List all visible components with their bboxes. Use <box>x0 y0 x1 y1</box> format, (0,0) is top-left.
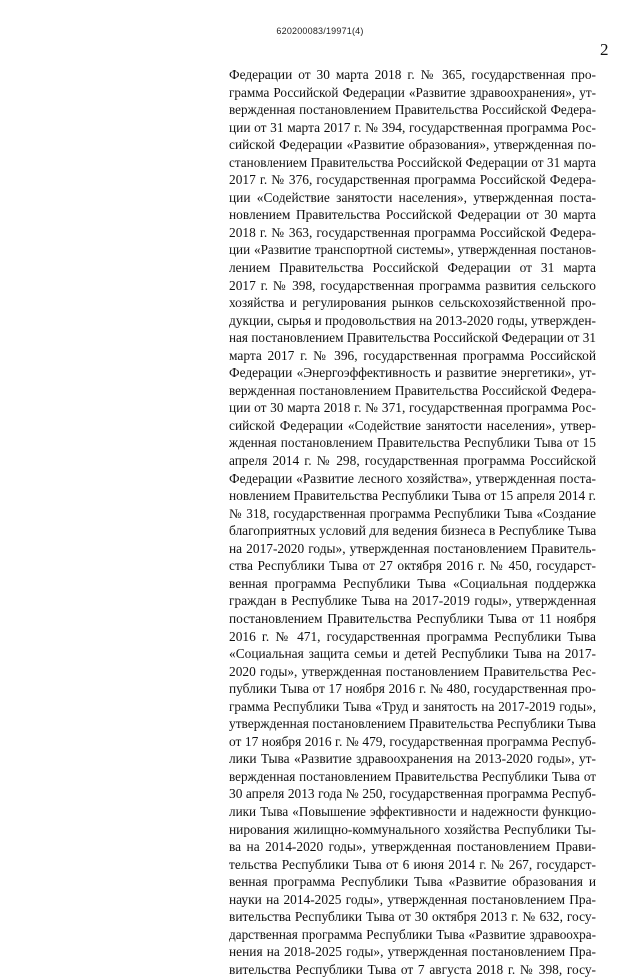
text-line: постановлением Правительства Республики Тыва от 11 ноября <box>229 610 596 626</box>
text-line: лением Правительства Российской Федерации от 31 марта <box>229 260 596 276</box>
text-line: венная программа Республики Тыва «Развитие образования и <box>229 874 596 890</box>
text-line: на 2017-2020 годы», утвержденная постановлением Правитель- <box>229 540 596 556</box>
text-line: вительства Республики Тыва от 30 октября 2013 г. № 632, госу- <box>229 909 596 925</box>
text-line: марта 2017 г. № 396, государственная программа Российской <box>229 347 596 363</box>
text-line: апреля 2014 г. № 298, государственная программа Российской <box>229 453 596 469</box>
text-line: тельства Республики Тыва от 6 июня 2014 г. № 267, государст- <box>229 856 596 872</box>
text-line: венная программа Республики Тыва «Социальная поддержка <box>229 575 596 591</box>
text-line: вержденная постановлением Правительства Республики Тыва от <box>229 768 596 784</box>
text-line: науки на 2014-2025 годы», утвержденная постановлением Пра- <box>229 891 596 907</box>
text-line: от 17 ноября 2016 г. № 479, государственная программа Респуб- <box>229 733 596 749</box>
text-line: вержденная постановлением Правительства Российской Федера- <box>229 102 596 118</box>
text-line: новлением Правительства Республики Тыва от 15 апреля 2014 г. <box>229 488 596 504</box>
text-line: «Социальная защита семьи и детей Республики Тыва на 2017- <box>229 646 596 662</box>
text-line: 2020 годы», утвержденная постановлением Правительства Рес- <box>229 663 596 679</box>
text-line: дукции, сырья и продовольствия на 2013-2020 годы, утвержден- <box>229 312 596 328</box>
text-line: 2017 г. № 398, государственная программа развития сельского <box>229 277 596 293</box>
text-line: благоприятных условий для ведения бизнеса в Республике Тыва <box>229 523 596 539</box>
text-line: ции от 30 марта 2018 г. № 371, государственная программа Рос- <box>229 400 596 416</box>
text-line: утвержденная постановлением Правительства Республики Тыва <box>229 716 596 732</box>
text-line: публики Тыва от 17 ноября 2016 г. № 480, государственная про- <box>229 681 596 697</box>
text-line: ства Республики Тыва от 27 октября 2016 г. № 450, государст- <box>229 558 596 574</box>
text-line: вержденная постановлением Правительства Российской Федера- <box>229 382 596 398</box>
text-line: новлением Правительства Российской Федерации от 30 марта <box>229 207 596 223</box>
text-line: граждан в Республике Тыва на 2017-2019 годы», утвержденная <box>229 593 596 609</box>
text-line: грамма Российской Федерации «Развитие здравоохранения», ут- <box>229 84 596 100</box>
text-line: Федерации от 30 марта 2018 г. № 365, государственная про- <box>229 67 596 82</box>
body-text <box>229 66 596 978</box>
text-line: 30 апреля 2013 года № 250, государственная программа Респуб- <box>229 786 596 802</box>
text-line: грамма Республики Тыва «Труд и занятость на 2017-2019 годы», <box>229 698 596 714</box>
text-line: ции «Содействие занятости населения», утвержденная поста- <box>229 189 596 205</box>
text-line: ная постановлением Правительства Российской Федерации от 31 <box>229 330 596 346</box>
text-line: 2017 г. № 376, государственная программа Российской Федера- <box>229 172 596 188</box>
text-line: ции «Развитие транспортной системы», утвержденная постанов- <box>229 242 596 258</box>
text-line: лики Тыва «Повышение эффективности и надежности функцио- <box>229 803 596 819</box>
text-line: Федерации «Развитие лесного хозяйства», утвержденная поста- <box>229 470 596 486</box>
text-line: ва на 2014-2020 годы», утвержденная постановлением Прави- <box>229 839 596 855</box>
page-number: 2 <box>600 40 609 59</box>
text-line: Федерации «Энергоэффективность и развитие энергетики», ут- <box>229 365 596 381</box>
text-line: 2018 г. № 363, государственная программа Российской Федера- <box>229 224 596 240</box>
text-line: нирования жилищно-коммунального хозяйства Республики Ты- <box>229 821 596 837</box>
text-line: 2016 г. № 471, государственная программа Республики Тыва <box>229 628 596 644</box>
text-line: становлением Правительства Российской Федерации от 31 марта <box>229 154 596 170</box>
document-code: 620200083/19971(4) <box>276 26 364 36</box>
text-line: ции от 31 марта 2017 г. № 394, государственная программа Рос- <box>229 119 596 135</box>
text-line: сийской Федерации «Развитие образования», утвержденная по- <box>229 137 596 153</box>
text-line: лики Тыва «Развитие здравоохранения на 2013-2020 годы», ут- <box>229 751 596 767</box>
text-line: сийской Федерации «Содействие занятости населения», утвер- <box>229 417 596 433</box>
text-line: нения на 2018-2025 годы», утвержденная постановлением Пра- <box>229 944 596 960</box>
text-line: хозяйства и регулирования рынков сельскохозяйственной про- <box>229 295 596 311</box>
text-line: дарственная программа Республики Тыва «Развитие здравоохра- <box>229 926 596 942</box>
text-line: жденная постановлением Правительства Республики Тыва от 15 <box>229 435 596 451</box>
text-line: № 318, государственная программа Республики Тыва «Создание <box>229 505 596 521</box>
text-line: вительства Республики Тыва от 7 августа 2018 г. № 398, госу- <box>229 961 596 977</box>
